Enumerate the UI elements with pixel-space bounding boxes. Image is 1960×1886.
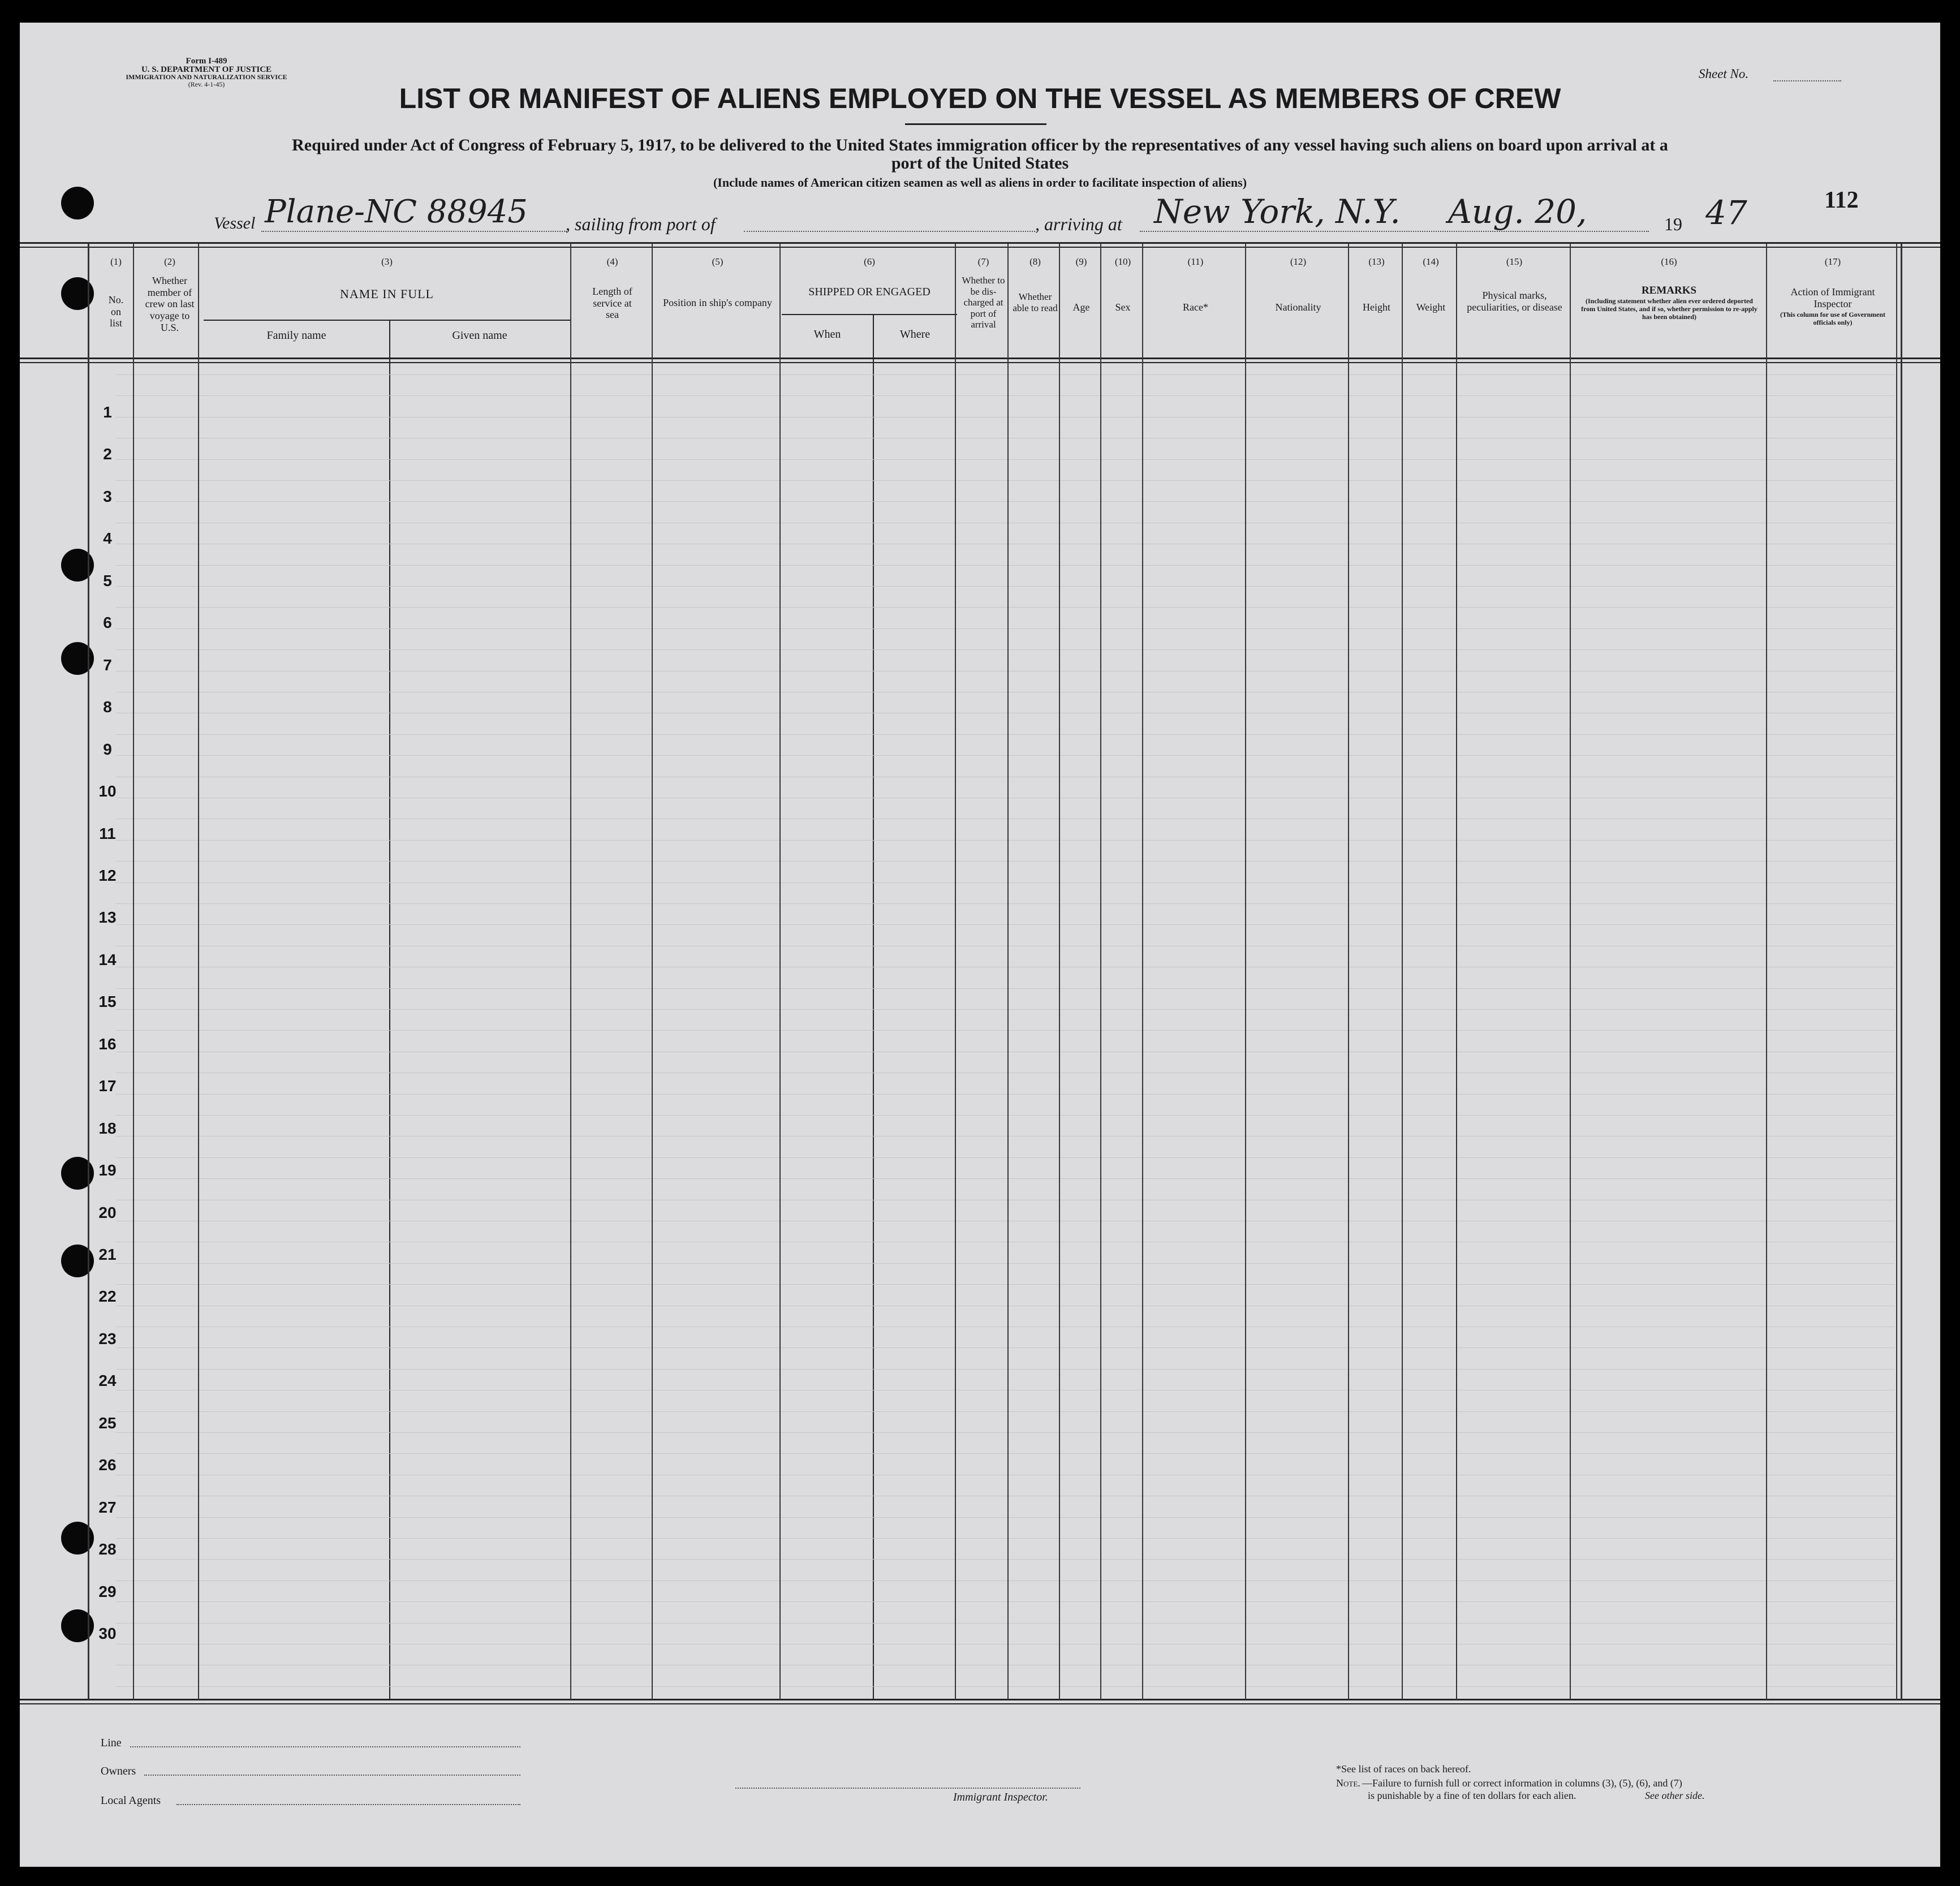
year-value: 47 <box>1705 193 1747 232</box>
row-number: 3 <box>103 488 112 505</box>
row-number: 2 <box>103 445 112 463</box>
row-number: 18 <box>98 1119 117 1137</box>
family-name-heading: Family name <box>266 329 326 342</box>
col-8-heading: Whether able to read <box>1013 291 1058 313</box>
row-rule <box>116 586 1895 587</box>
row-number: 22 <box>98 1288 117 1305</box>
row-number: 8 <box>103 698 112 716</box>
col-6-heading: SHIPPED OR ENGAGED <box>808 286 931 298</box>
column-rule <box>1896 243 1897 1700</box>
column-rule <box>1245 243 1246 1700</box>
col-14-number: (14) <box>1423 256 1439 267</box>
owners-label: Owners <box>101 1765 136 1777</box>
row-number: 28 <box>98 1540 117 1558</box>
table-top-rule-2 <box>20 247 1940 248</box>
col-4-heading: Length of service at sea <box>592 286 632 321</box>
row-rule <box>116 1263 1895 1264</box>
shipped-subheader-rule <box>782 314 957 315</box>
row-rule <box>116 1538 1895 1539</box>
row-number: 13 <box>98 908 117 926</box>
col-13-number: (13) <box>1368 256 1385 267</box>
table-bottom-rule <box>20 1699 1940 1700</box>
row-rule <box>116 1178 1895 1179</box>
row-rule <box>116 395 1895 396</box>
row-rule <box>116 755 1895 756</box>
sailing-from-field[interactable] <box>744 231 1035 232</box>
column-rule <box>1766 243 1767 1700</box>
col-16-note: (Including statement whether alien ever ordered deported from United States, and if so, whether permission to re-apply has been obtained) <box>1581 297 1757 321</box>
row-rule <box>116 1432 1895 1433</box>
row-rule <box>116 1453 1895 1454</box>
page-number: 112 <box>1824 187 1859 213</box>
row-rule <box>116 1284 1895 1285</box>
col-16-number: (16) <box>1661 256 1677 267</box>
row-number: 9 <box>103 740 112 758</box>
col-7-number: (7) <box>977 256 989 267</box>
row-rule <box>116 628 1895 629</box>
local-agents-field[interactable] <box>176 1804 520 1805</box>
vessel-label: Vessel <box>214 214 256 232</box>
row-rule <box>116 1157 1895 1158</box>
form-number: Form I-489 <box>186 57 227 66</box>
vessel-field[interactable] <box>261 231 567 232</box>
column-rule <box>1059 243 1060 1700</box>
row-number: 1 <box>103 403 112 421</box>
col-2-number: (2) <box>164 256 175 267</box>
row-rule <box>116 840 1895 841</box>
given-name-heading: Given name <box>452 329 507 342</box>
col-15-heading: Physical marks, peculiarities, or disease <box>1467 290 1562 313</box>
column-rule <box>570 243 571 1700</box>
sailing-from-label: , sailing from port of <box>566 214 716 234</box>
row-rule <box>116 1601 1895 1602</box>
col-5-heading: Position in ship's company <box>663 297 772 308</box>
row-rule <box>116 1009 1895 1010</box>
row-number: 24 <box>98 1372 117 1389</box>
name-split-rule <box>389 320 390 1700</box>
column-rule <box>1007 243 1009 1700</box>
table-bottom-rule-2 <box>20 1703 1940 1704</box>
note-label: Note. <box>1336 1777 1360 1789</box>
col-2-heading: Whether member of crew on last voyage to U.S. <box>145 275 195 333</box>
act-statement-line2: port of the United States <box>891 154 1069 173</box>
col-17-note: (This column for use of Government officials only) <box>1780 311 1886 326</box>
row-number: 30 <box>98 1625 117 1642</box>
column-rule <box>1348 243 1349 1700</box>
row-number: 15 <box>98 993 117 1010</box>
row-rule <box>116 1559 1895 1560</box>
row-rule <box>116 1115 1895 1116</box>
immigrant-inspector-label: Immigrant Inspector. <box>953 1791 1048 1803</box>
column-rule <box>133 243 134 1700</box>
col-8-number: (8) <box>1029 256 1041 267</box>
row-rule <box>116 607 1895 608</box>
row-rule <box>116 988 1895 989</box>
column-rule <box>955 243 956 1700</box>
col-7-heading: Whether to be dis-charged at port of arrival <box>962 275 1005 330</box>
include-note: (Include names of American citizen seamen as well as aliens in order to facilitate inspection of aliens) <box>713 175 1247 190</box>
arrival-date-value: Aug. 20, <box>1448 192 1587 231</box>
col-9-number: (9) <box>1075 256 1087 267</box>
row-rule <box>116 1686 1895 1687</box>
col-10-heading: Sex <box>1115 302 1131 313</box>
see-other-side: See other side. <box>1645 1790 1705 1801</box>
owners-field[interactable] <box>144 1775 520 1776</box>
row-number: 11 <box>99 825 116 842</box>
header-bottom-rule <box>20 358 1940 359</box>
row-number: 26 <box>98 1456 117 1474</box>
row-rule <box>116 565 1895 566</box>
row-rule <box>116 459 1895 460</box>
row-rule <box>116 1347 1895 1348</box>
row-number: 17 <box>98 1077 117 1095</box>
col-17-heading: Action of Immigrant Inspector <box>1790 286 1875 309</box>
row-number: 5 <box>103 572 112 589</box>
arriving-at-field[interactable] <box>1140 231 1649 232</box>
sheet-number-label: Sheet No. <box>1699 67 1749 81</box>
col-16-heading: REMARKS <box>1641 285 1697 296</box>
page-title: LIST OR MANIFEST OF ALIENS EMPLOYED ON THE VESSEL AS MEMBERS OF CREW <box>399 83 1561 114</box>
col-14-heading: Weight <box>1416 302 1446 313</box>
row-number: 25 <box>98 1414 117 1432</box>
column-rule <box>1142 243 1143 1700</box>
row-number: 7 <box>103 656 112 674</box>
row-number: 29 <box>98 1583 117 1600</box>
col-10-number: (10) <box>1114 256 1131 267</box>
row-rule <box>116 1094 1895 1095</box>
col-15-number: (15) <box>1506 256 1523 267</box>
service-name: IMMIGRATION AND NATURALIZATION SERVICE <box>126 73 287 81</box>
fine-note-line2: is punishable by a fine of ten dollars for each alien. <box>1368 1790 1576 1801</box>
row-rule <box>116 1411 1895 1412</box>
column-rule <box>1570 243 1571 1700</box>
col-5-number: (5) <box>712 256 723 267</box>
row-number: 19 <box>98 1161 117 1179</box>
table-top-rule <box>20 242 1940 244</box>
col-1-heading: No. on list <box>108 294 124 329</box>
shipped-split-rule <box>873 314 874 1700</box>
row-rule <box>116 882 1895 883</box>
col-3-heading: NAME IN FULL <box>340 287 434 301</box>
row-rule <box>116 1517 1895 1518</box>
column-rule <box>1402 243 1403 1700</box>
row-rule <box>116 861 1895 862</box>
fine-note: —Failure to furnish full or correct information in columns (3), (5), (6), and (7) <box>1362 1777 1682 1789</box>
line-field[interactable] <box>130 1746 520 1747</box>
col-6-number: (6) <box>864 256 875 267</box>
row-rule <box>116 1030 1895 1031</box>
department-name: U. S. DEPARTMENT OF JUSTICE <box>141 65 272 74</box>
col-11-number: (11) <box>1187 256 1204 267</box>
row-rule <box>116 501 1895 502</box>
row-rule <box>116 903 1895 904</box>
title-underline <box>905 123 1046 125</box>
column-rule <box>652 243 653 1700</box>
col-13-heading: Height <box>1363 302 1390 313</box>
col-12-number: (12) <box>1290 256 1307 267</box>
sheet-number-field[interactable] <box>1773 80 1841 81</box>
row-number: 27 <box>98 1499 117 1516</box>
column-rule <box>1456 243 1457 1700</box>
shipped-when-heading: When <box>813 328 841 341</box>
arriving-at-label: , arriving at <box>1035 214 1122 234</box>
column-rule <box>779 243 781 1700</box>
row-rule <box>116 734 1895 735</box>
row-number: 6 <box>103 614 112 631</box>
year-prefix: 19 <box>1664 214 1682 234</box>
vessel-value: Plane-NC 88945 <box>265 193 528 230</box>
arriving-at-value: New York, N.Y. <box>1154 192 1401 231</box>
row-rule <box>116 924 1895 925</box>
punch-hole-1 <box>61 187 94 219</box>
row-rule <box>116 480 1895 481</box>
row-rule <box>116 1369 1895 1370</box>
col-11-heading: Race* <box>1183 302 1208 313</box>
column-rule <box>1100 243 1101 1700</box>
row-number: 10 <box>98 782 117 800</box>
name-subheader-rule <box>204 320 570 321</box>
col-9-heading: Age <box>1072 302 1090 313</box>
row-number: 4 <box>103 529 112 547</box>
header-bottom-rule-2 <box>20 362 1940 363</box>
row-number: 12 <box>98 867 117 884</box>
immigrant-inspector-field[interactable] <box>735 1788 1080 1789</box>
col-3-number: (3) <box>381 256 393 267</box>
col-4-number: (4) <box>606 256 618 267</box>
local-agents-label: Local Agents <box>101 1794 161 1807</box>
act-statement: Required under Act of Congress of February 5, 1917, to be delivered to the United States immigration officer by the representatives of any vessel having such aliens on board upon arrival at a <box>292 136 1668 154</box>
column-rule <box>1901 243 1902 1700</box>
row-number: 20 <box>98 1204 117 1221</box>
row-number: 21 <box>98 1246 117 1263</box>
col-17-number: (17) <box>1824 256 1841 267</box>
line-label: Line <box>101 1737 122 1749</box>
form-revision: (Rev. 4-1-45) <box>188 80 225 88</box>
row-number: 14 <box>98 951 117 968</box>
row-number: 23 <box>98 1330 117 1347</box>
row-number: 16 <box>98 1035 117 1053</box>
row-rule <box>116 374 1895 375</box>
col-12-heading: Nationality <box>1275 302 1321 313</box>
col-1-number: (1) <box>110 256 122 267</box>
row-rule <box>116 1623 1895 1624</box>
shipped-where-heading: Where <box>899 328 931 341</box>
row-rule <box>116 649 1895 650</box>
column-rule <box>198 243 199 1700</box>
race-footnote: *See list of races on back hereof. <box>1336 1763 1471 1775</box>
